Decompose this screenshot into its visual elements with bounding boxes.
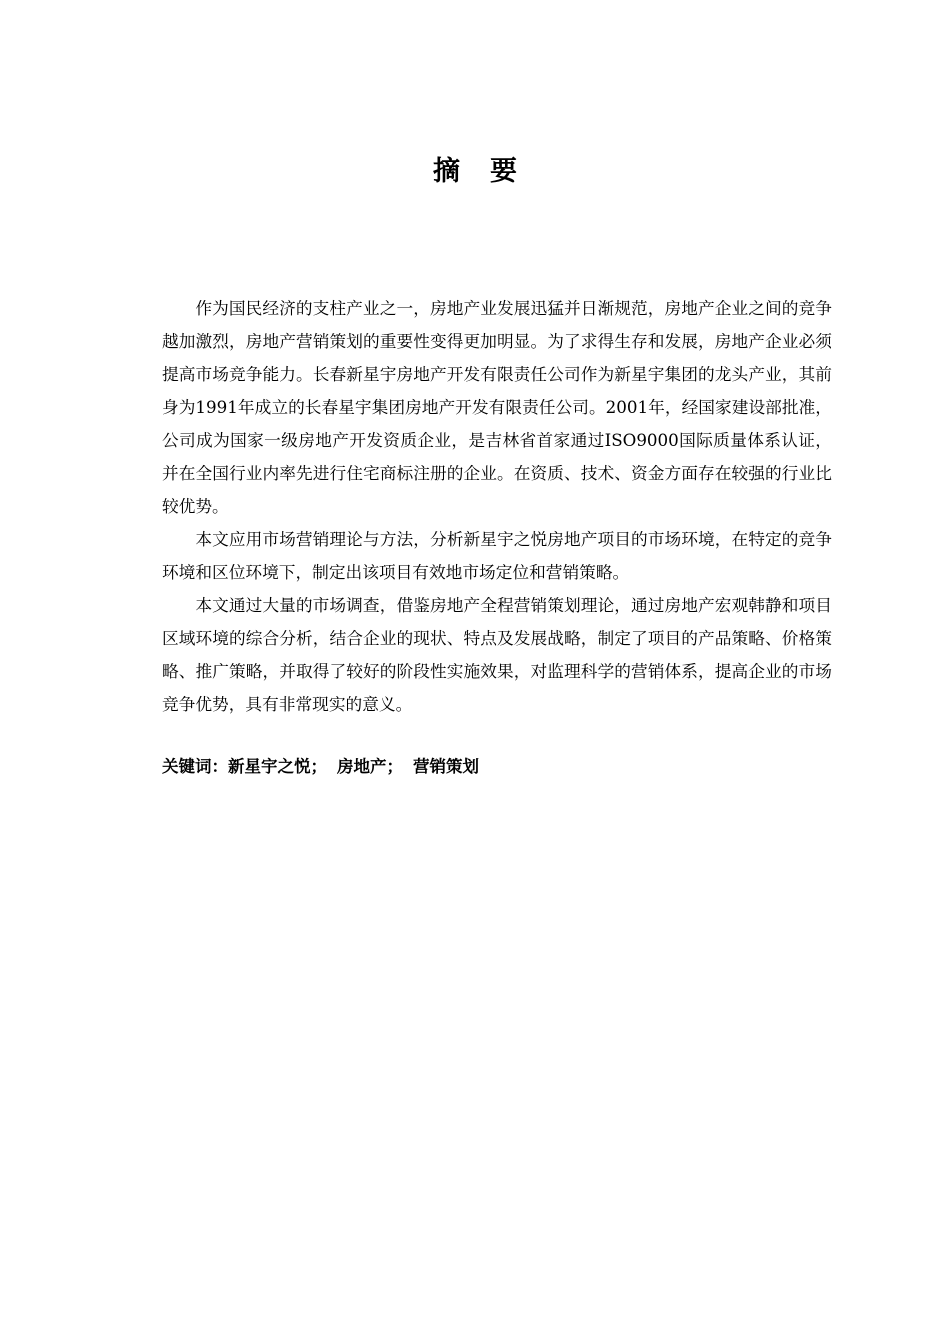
keywords-label: 关键词：: [162, 757, 228, 776]
keyword-item: 营销策划: [413, 757, 479, 776]
abstract-paragraph-3: 本文通过大量的市场调查，借鉴房地产全程营销策划理论，通过房地产宏观韩静和项目区域环境的综合分析，结合企业的现状、特点及发展战略，制定了项目的产品策略、价格策略、推广策略，并取得了较好的阶段性实施效果，对监理科学的营销体系，提高企业的市场竞争优势，具有非常现实的意义。: [162, 595, 832, 714]
abstract-paragraph-1: 作为国民经济的支柱产业之一，房地产业发展迅猛并日渐规范，房地产企业之间的竞争越加激烈，房地产营销策划的重要性变得更加明显。为了求得生存和发展，房地产企业必须提高市场竞争能力。长春新星宇房地产开发有限责任公司作为新星宇集团的龙头产业，其前身为1991年成立的长春星宇集团房地产开发有限责任公司。2001年，经国家建设部批准，公司成为国家一级房地产开发资质企业，是吉林省首家通过ISO9000国际质量体系认证，并在全国行业内率先进行住宅商标注册的企业。在资质、技术、资金方面存在较强的行业比较优势。: [162, 298, 832, 516]
abstract-paragraph-2: 本文应用市场营销理论与方法，分析新星宇之悦房地产项目的市场环境，在特定的竞争环境和区位环境下，制定出该项目有效地市场定位和营销策略。: [162, 529, 832, 582]
keyword-item: 新星宇之悦；: [228, 757, 327, 776]
title-char-1: 摘: [433, 156, 460, 187]
page-title: [0, 152, 950, 192]
abstract-body: [162, 292, 832, 721]
keywords-line: [162, 752, 832, 782]
keyword-item: 房地产；: [337, 757, 403, 776]
title-char-2: 要: [490, 156, 517, 187]
